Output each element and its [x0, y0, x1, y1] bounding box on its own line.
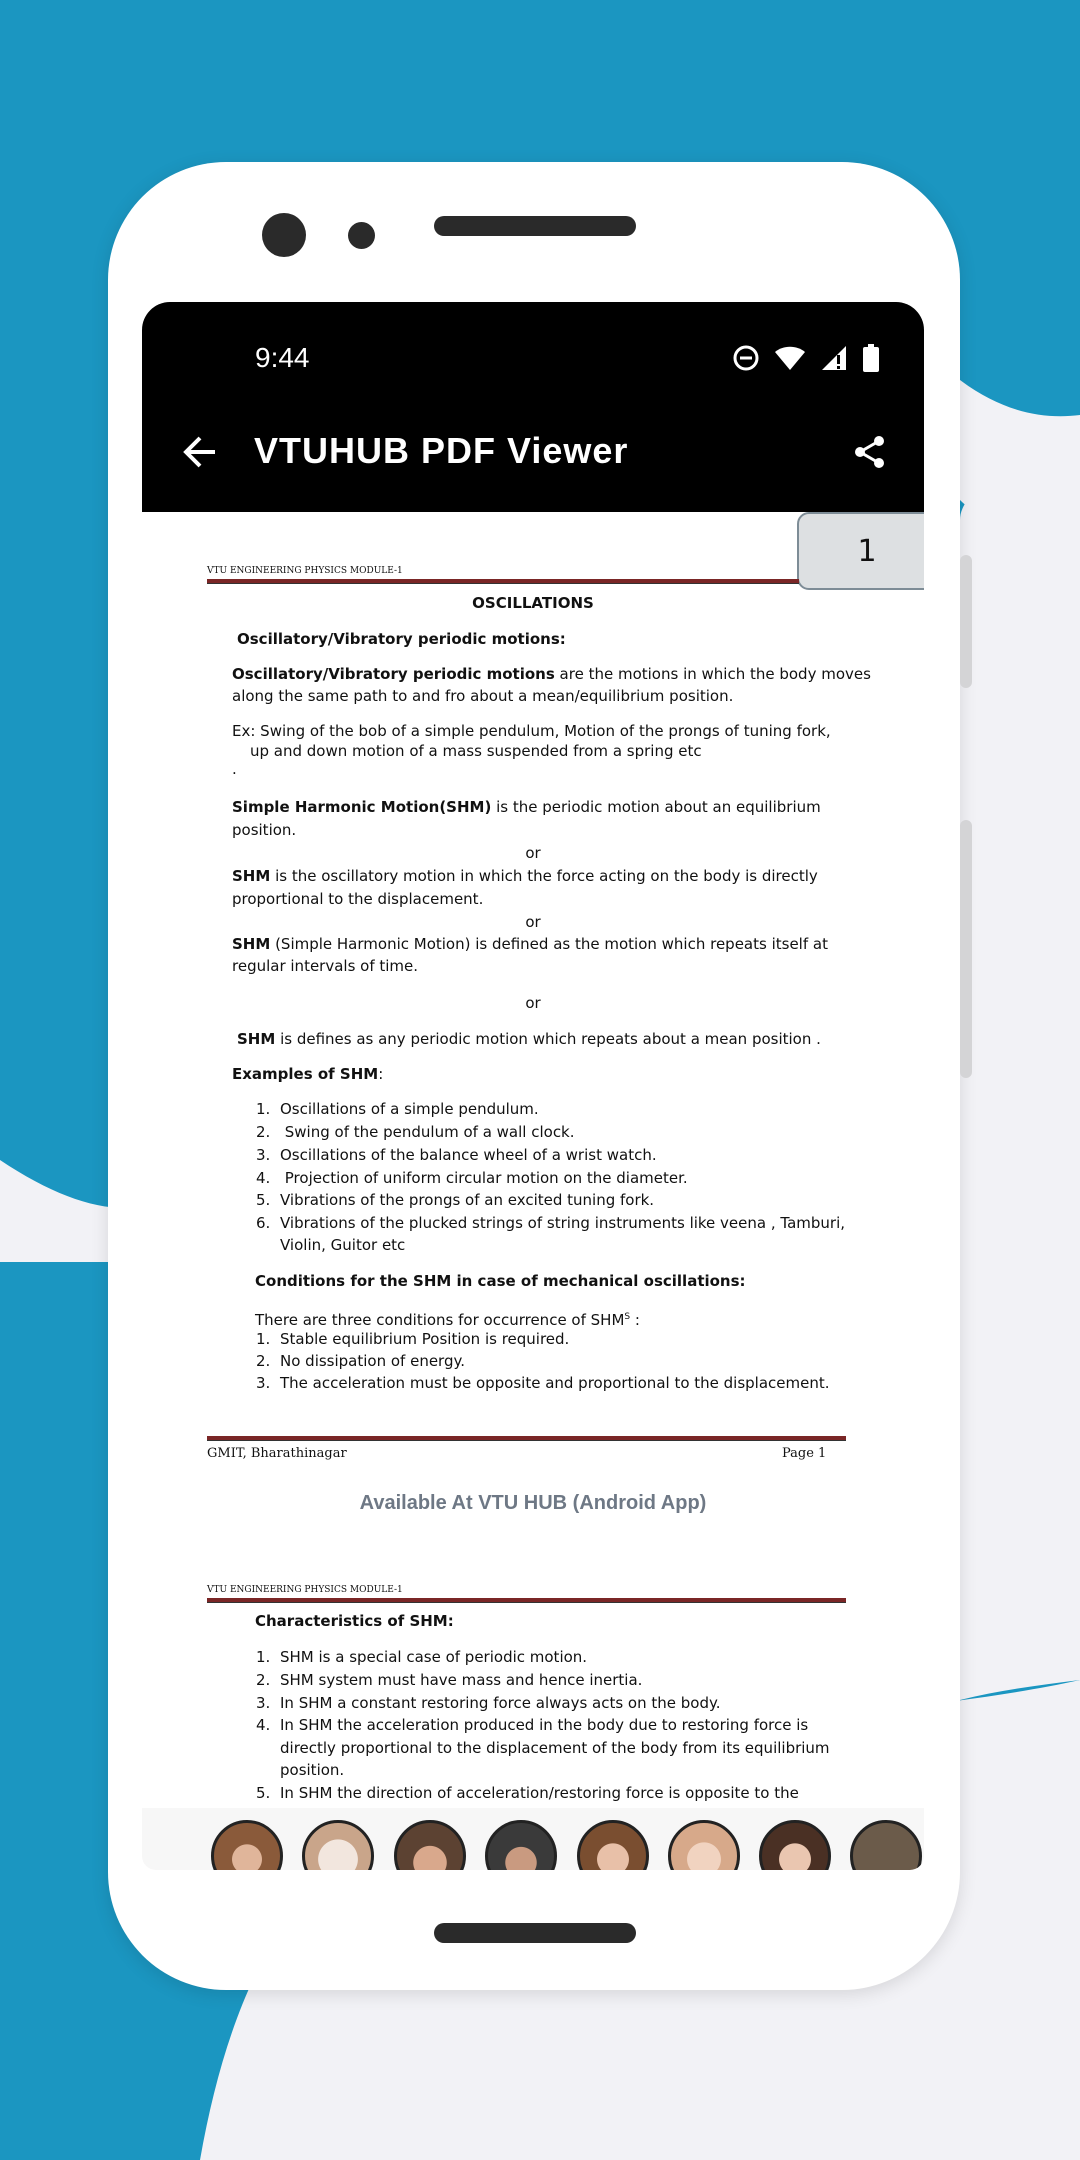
page-header: VTU ENGINEERING PHYSICS MODULE-1 [207, 1585, 403, 1595]
cell-signal-icon [820, 344, 848, 372]
or-separator: or [525, 844, 541, 862]
avatar[interactable] [850, 1820, 922, 1870]
section-heading: Oscillatory/Vibratory periodic motions: [237, 630, 566, 648]
device-screen [142, 302, 924, 1870]
paragraph-line: along the same path to and fro about a mean/equilibrium position. [232, 687, 734, 705]
list-item: 2. SHM system must have mass and hence inertia. [256, 1671, 643, 1689]
share-icon [853, 435, 887, 469]
battery-icon [862, 344, 880, 372]
list-item: 1. SHM is a special case of periodic motion. [256, 1648, 588, 1666]
footer-rule [207, 1436, 846, 1441]
paragraph-line: Oscillatory/Vibratory periodic motions are the motions in which the body moves [232, 665, 871, 683]
conditions-heading: Conditions for the SHM in case of mechanical oscillations: [255, 1272, 746, 1290]
list-item: 1. Oscillations of a simple pendulum. [256, 1100, 539, 1118]
paragraph-line: proportional to the displacement. [232, 890, 484, 908]
do-not-disturb-icon [732, 344, 760, 372]
page-header: VTU ENGINEERING PHYSICS MODULE-1 [207, 566, 403, 576]
avatar[interactable] [668, 1820, 740, 1870]
paragraph-line: regular intervals of time. [232, 957, 419, 975]
arrow-back-icon [182, 434, 218, 470]
proximity-sensor [348, 222, 375, 249]
header-rule [207, 1598, 846, 1603]
page-footer-right: Page 1 [782, 1446, 827, 1461]
header-rule [207, 579, 799, 584]
front-camera [262, 213, 306, 257]
side-button-upper [960, 555, 972, 688]
list-item: 5. In SHM the direction of acceleration/restoring force is opposite to the [256, 1784, 799, 1802]
pdf-document-view[interactable] [142, 512, 924, 1808]
paragraph-line: SHM is defines as any periodic motion which repeats about a mean position . [237, 1030, 821, 1048]
list-item: 3. In SHM a constant restoring force always acts on the body. [256, 1694, 721, 1712]
list-item: 3. Oscillations of the balance wheel of a wrist watch. [256, 1146, 657, 1164]
back-button[interactable] [172, 424, 228, 480]
list-item: 5. Vibrations of the prongs of an excited tuning fork. [256, 1191, 655, 1209]
status-time: 9:44 [255, 342, 310, 373]
avatar[interactable] [302, 1820, 374, 1870]
list-item: 2. Swing of the pendulum of a wall clock. [256, 1123, 575, 1141]
app-title: VTUHUB PDF Viewer [254, 430, 629, 471]
paragraph-line: Ex: Swing of the bob of a simple pendulum, Motion of the prongs of tuning fork, [232, 722, 831, 740]
paragraph-line: position. [232, 821, 297, 839]
page-number-indicator: 1 [797, 512, 924, 590]
doc-title: OSCILLATIONS [472, 594, 594, 612]
ad-banner[interactable] [142, 1808, 924, 1870]
list-item: 4. Projection of uniform circular motion on the diameter. [256, 1169, 688, 1187]
paragraph-line: SHM is the oscillatory motion in which the force acting on the body is directly [232, 867, 818, 885]
list-item: 3. The acceleration must be opposite and proportional to the displacement. [256, 1374, 830, 1392]
list-item-continuation: position. [280, 1761, 345, 1779]
or-separator: or [525, 994, 541, 1012]
page-footer-left: GMIT, Bharathinagar [207, 1446, 347, 1461]
paragraph-line: There are three conditions for occurrence of $SHM^S$ : [255, 1311, 640, 1329]
list-item: 1. Stable equilibrium Position is required. [256, 1330, 570, 1348]
wifi-icon [774, 344, 806, 372]
status-icons [732, 344, 880, 372]
paragraph-line: up and down motion of a mass suspended from a spring etc [250, 742, 702, 760]
promo-text: Available At VTU HUB (Android App) [359, 1492, 707, 1514]
list-item: 6. Vibrations of the plucked strings of string instruments like veena , Tamburi, [256, 1214, 846, 1232]
or-separator: or [525, 913, 541, 931]
paragraph-line: SHM (Simple Harmonic Motion) is defined as the motion which repeats itself at [232, 935, 828, 953]
app-bar [142, 392, 924, 512]
characteristics-heading: Characteristics of SHM: [255, 1612, 454, 1630]
paragraph-line: Simple Harmonic Motion(SHM) is the periodic motion about an equilibrium [232, 798, 821, 816]
avatar[interactable] [485, 1820, 557, 1870]
status-bar [142, 302, 924, 392]
examples-heading: Examples of SHM: [232, 1065, 384, 1083]
share-button[interactable] [842, 424, 898, 480]
avatar[interactable] [394, 1820, 466, 1870]
home-indicator [434, 1923, 636, 1943]
list-item-continuation: directly proportional to the displacement of the body from its equilibrium [280, 1739, 830, 1757]
avatar[interactable] [759, 1820, 831, 1870]
list-item: 4. In SHM the acceleration produced in the body due to restoring force is [256, 1716, 809, 1734]
avatar[interactable] [211, 1820, 283, 1870]
side-button-lower [960, 820, 972, 1078]
paragraph-line: . [232, 760, 237, 778]
list-item: 2. No dissipation of energy. [256, 1352, 465, 1370]
earpiece-speaker [434, 216, 636, 236]
avatar[interactable] [577, 1820, 649, 1870]
list-item-continuation: Violin, Guitor etc [280, 1236, 406, 1254]
